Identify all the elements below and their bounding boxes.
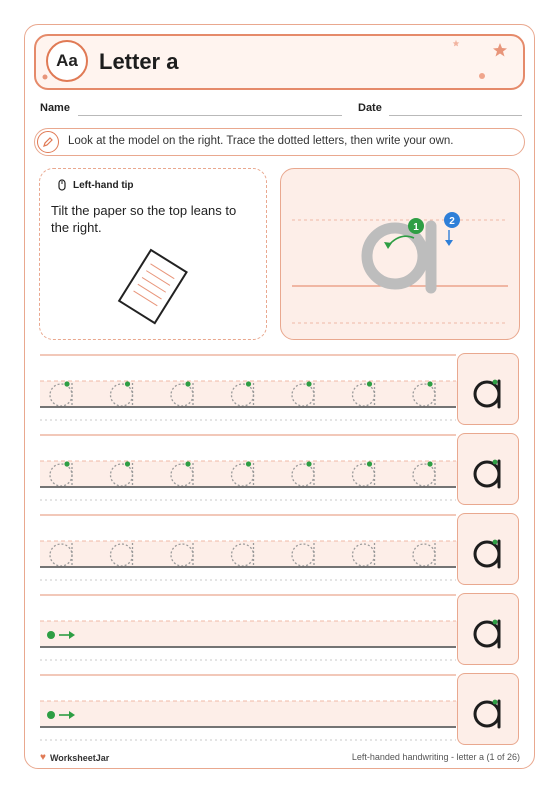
name-label: Name	[40, 102, 70, 114]
date-field[interactable]	[389, 115, 522, 116]
reference-letter-a	[457, 433, 519, 505]
tip-heading: Left-hand tip	[73, 180, 134, 191]
practice-row[interactable]	[38, 592, 458, 668]
dot-decoration	[40, 72, 50, 82]
practice-row[interactable]	[38, 352, 458, 428]
footer-brand	[40, 752, 109, 763]
practice-row[interactable]	[38, 432, 458, 508]
letter-badge: Aa	[46, 40, 88, 82]
start-dot	[47, 631, 55, 639]
date-label: Date	[358, 102, 382, 114]
start-dot	[47, 711, 55, 719]
heart-icon: ♥	[40, 752, 46, 763]
reference-letter-a	[457, 513, 519, 585]
star-decoration-icon	[450, 38, 520, 88]
page-title: Letter a	[99, 49, 179, 74]
reference-letter-a	[457, 593, 519, 665]
step-1-marker: 1	[413, 222, 419, 233]
reference-letter-a	[457, 353, 519, 425]
tilted-paper-illustration	[112, 246, 192, 326]
tip-text: Tilt the paper so the top leans to the right.	[51, 203, 237, 235]
mouse-icon	[57, 179, 67, 191]
step-2-marker: 2	[449, 216, 455, 227]
instruction-text: Look at the model on the right. Trace the dotted letters, then write your own.	[68, 135, 454, 147]
brand-name: WorksheetJar	[49, 752, 110, 763]
name-field[interactable]	[78, 115, 342, 116]
pencil-icon	[37, 131, 59, 153]
practice-row[interactable]	[38, 672, 458, 748]
page-info: Left-handed handwriting - letter a (1 of 26)	[351, 752, 520, 762]
model-letter-diagram	[280, 168, 520, 340]
reference-letter-a	[457, 673, 519, 745]
practice-row[interactable]	[38, 512, 458, 588]
